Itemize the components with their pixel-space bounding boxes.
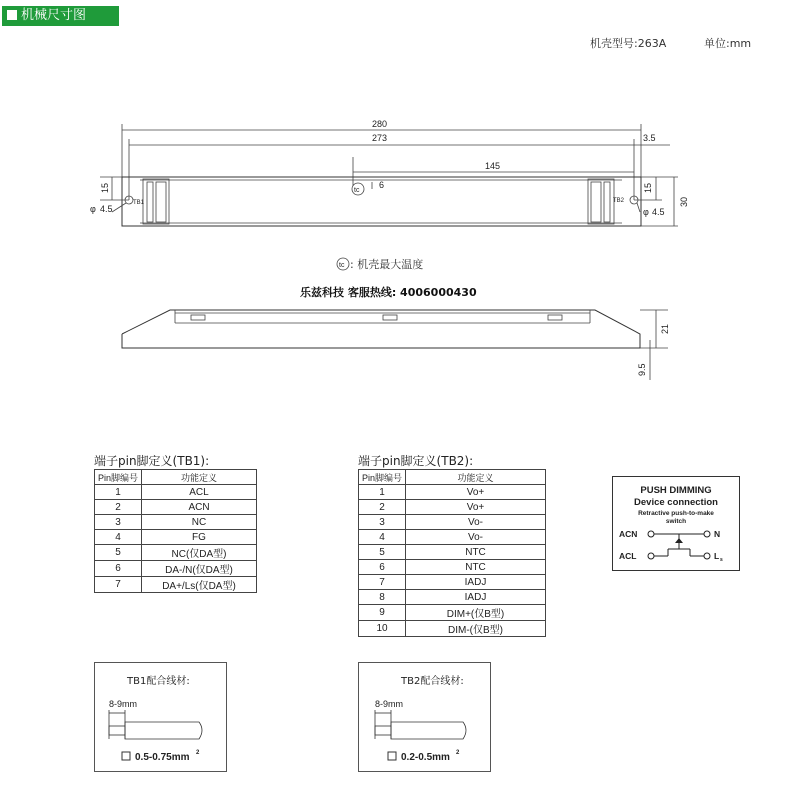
pin-number: 9 [359,605,406,621]
tb1-wire-box [94,662,227,772]
pd-title: PUSH DIMMING [640,485,712,496]
dim-30-text: 30 [679,196,689,207]
wire-gauge-sup: 2 [456,750,460,756]
pin-function: DIM+(仅B型) [406,605,546,621]
wire-insulation [125,722,202,739]
dim-15-left-text: 15 [100,182,110,193]
table-row [359,485,546,500]
n-label: N [714,529,721,539]
table-row [359,530,546,545]
wire-gauge-text: 0.5-0.75mm [135,752,190,763]
col-header: 功能定义 [142,470,257,485]
hotline-text: 乐兹科技 客服热线: 4006000430 [300,286,477,299]
tb1-table [94,469,257,593]
pin-number: 1 [359,485,406,500]
pin-function: NC(仅DA型) [142,545,257,561]
table-row [359,621,546,637]
pin-number: 10 [359,621,406,637]
bare-conductor [375,726,391,735]
dim-145-text: 145 [485,161,501,171]
dim-9-5-text: 9.5 [637,363,647,376]
table-row [95,530,257,545]
pin-function: DA+/Ls(仅DA型) [142,577,257,593]
strip-length-text: 8-9mm [109,699,138,709]
table-row [95,500,257,515]
pin-number: 2 [95,500,142,515]
push-dimming-diagram [613,477,739,570]
ls-label: L [714,551,720,561]
tb2-wire-box [358,662,491,772]
table-header-row [95,470,257,485]
leader [637,203,640,212]
pin-number: 2 [359,500,406,515]
pin-function: IADJ [406,575,546,590]
bare-conductor [109,726,125,735]
wire-title: TB1配合线材: [127,676,190,687]
acn-label: ACN [619,529,638,539]
acl-label: ACL [619,551,637,561]
pin-number: 6 [359,560,406,575]
pin-number: 4 [95,530,142,545]
table-row [359,560,546,575]
phi-symbol: φ [643,207,649,217]
terminal-circle [648,553,654,559]
table-row [95,485,257,500]
checkbox-icon [388,752,396,760]
table-row [95,561,257,577]
push-dimming-box [612,476,740,571]
table-row [359,515,546,530]
wire-title: TB2配合线材: [401,676,464,687]
tb2-title: 端子pin脚定义(TB2): [358,454,474,468]
terminal-slots [591,182,601,222]
table-row [359,590,546,605]
tc-legend-symbol: tc [339,262,345,269]
dim-273-text: 273 [372,133,388,143]
phi-symbol: φ [90,204,96,214]
pin-number: 7 [359,575,406,590]
wire-insulation [391,722,466,739]
checkbox-icon [122,752,130,760]
pin-function: NTC [406,545,546,560]
tb2-table [358,469,546,637]
dim-21-text: 21 [660,323,670,334]
side-slot [548,315,562,320]
pin-number: 1 [95,485,142,500]
tb1-label: TB1 [133,200,145,206]
table-row [95,577,257,593]
table-row [359,605,546,621]
dim-6-text: 6 [379,180,385,190]
pin-function: Vo+ [406,485,546,500]
terminal-slots [604,182,610,222]
pin-function: Vo+ [406,500,546,515]
pin-function: ACL [142,485,257,500]
pd-note: switch [665,518,687,525]
dim-15-right-text: 15 [643,182,653,193]
pin-number: 7 [95,577,142,593]
push-switch-icon [675,538,683,543]
pin-function: IADJ [406,590,546,605]
tb1-title: 端子pin脚定义(TB1): [94,454,210,468]
side-slot [383,315,397,320]
table-row [359,500,546,515]
wire-strip-diagram [95,663,226,771]
terminal-circle [648,531,654,537]
col-header: Pin脚编号 [95,470,142,485]
pin-number: 3 [359,515,406,530]
pin-number: 3 [95,515,142,530]
pd-note: Retractive push-to-make [638,510,714,517]
tc-text: tc [354,187,360,194]
leader [112,203,126,212]
side-slot [191,315,205,320]
tb2-label: TB2 [613,198,625,204]
ls-subscript: s [720,557,723,563]
table-row [359,545,546,560]
terminal-circle [704,531,710,537]
terminal-slots [147,182,153,222]
table-row [359,575,546,590]
dim-hole-left-text: 4.5 [100,204,113,214]
pin-function: Vo- [406,530,546,545]
pin-number: 6 [95,561,142,577]
terminal-circle [704,553,710,559]
pin-function: DIM-(仅B型) [406,621,546,637]
table-row [95,515,257,530]
dim-280-text: 280 [372,119,388,129]
terminal-slots [156,182,166,222]
pin-function: FG [142,530,257,545]
pin-number: 5 [95,545,142,561]
dim-3-5-text: 3.5 [643,133,656,143]
wire-gauge-sup: 2 [196,750,200,756]
pin-function: ACN [142,500,257,515]
col-header: Pin脚编号 [359,470,406,485]
table-row [95,545,257,561]
pin-number: 8 [359,590,406,605]
pd-subtitle: Device connection [634,497,718,508]
pin-function: NC [142,515,257,530]
wire-gauge-text: 0.2-0.5mm [401,752,450,763]
strip-length-text: 8-9mm [375,699,404,709]
wire-strip-diagram [359,663,490,771]
table-header-row [359,470,546,485]
col-header: 功能定义 [406,470,546,485]
pin-function: NTC [406,560,546,575]
pin-function: Vo- [406,515,546,530]
pin-function: DA-/N(仅DA型) [142,561,257,577]
tc-legend-text: : 机壳最大温度 [350,258,424,271]
model-label: 机壳型号:263A [590,37,667,50]
dim-hole-right-text: 4.5 [652,207,665,217]
unit-label: 单位:mm [704,37,752,50]
pin-number: 4 [359,530,406,545]
section-title: 机械尺寸图 [21,8,87,23]
pin-number: 5 [359,545,406,560]
